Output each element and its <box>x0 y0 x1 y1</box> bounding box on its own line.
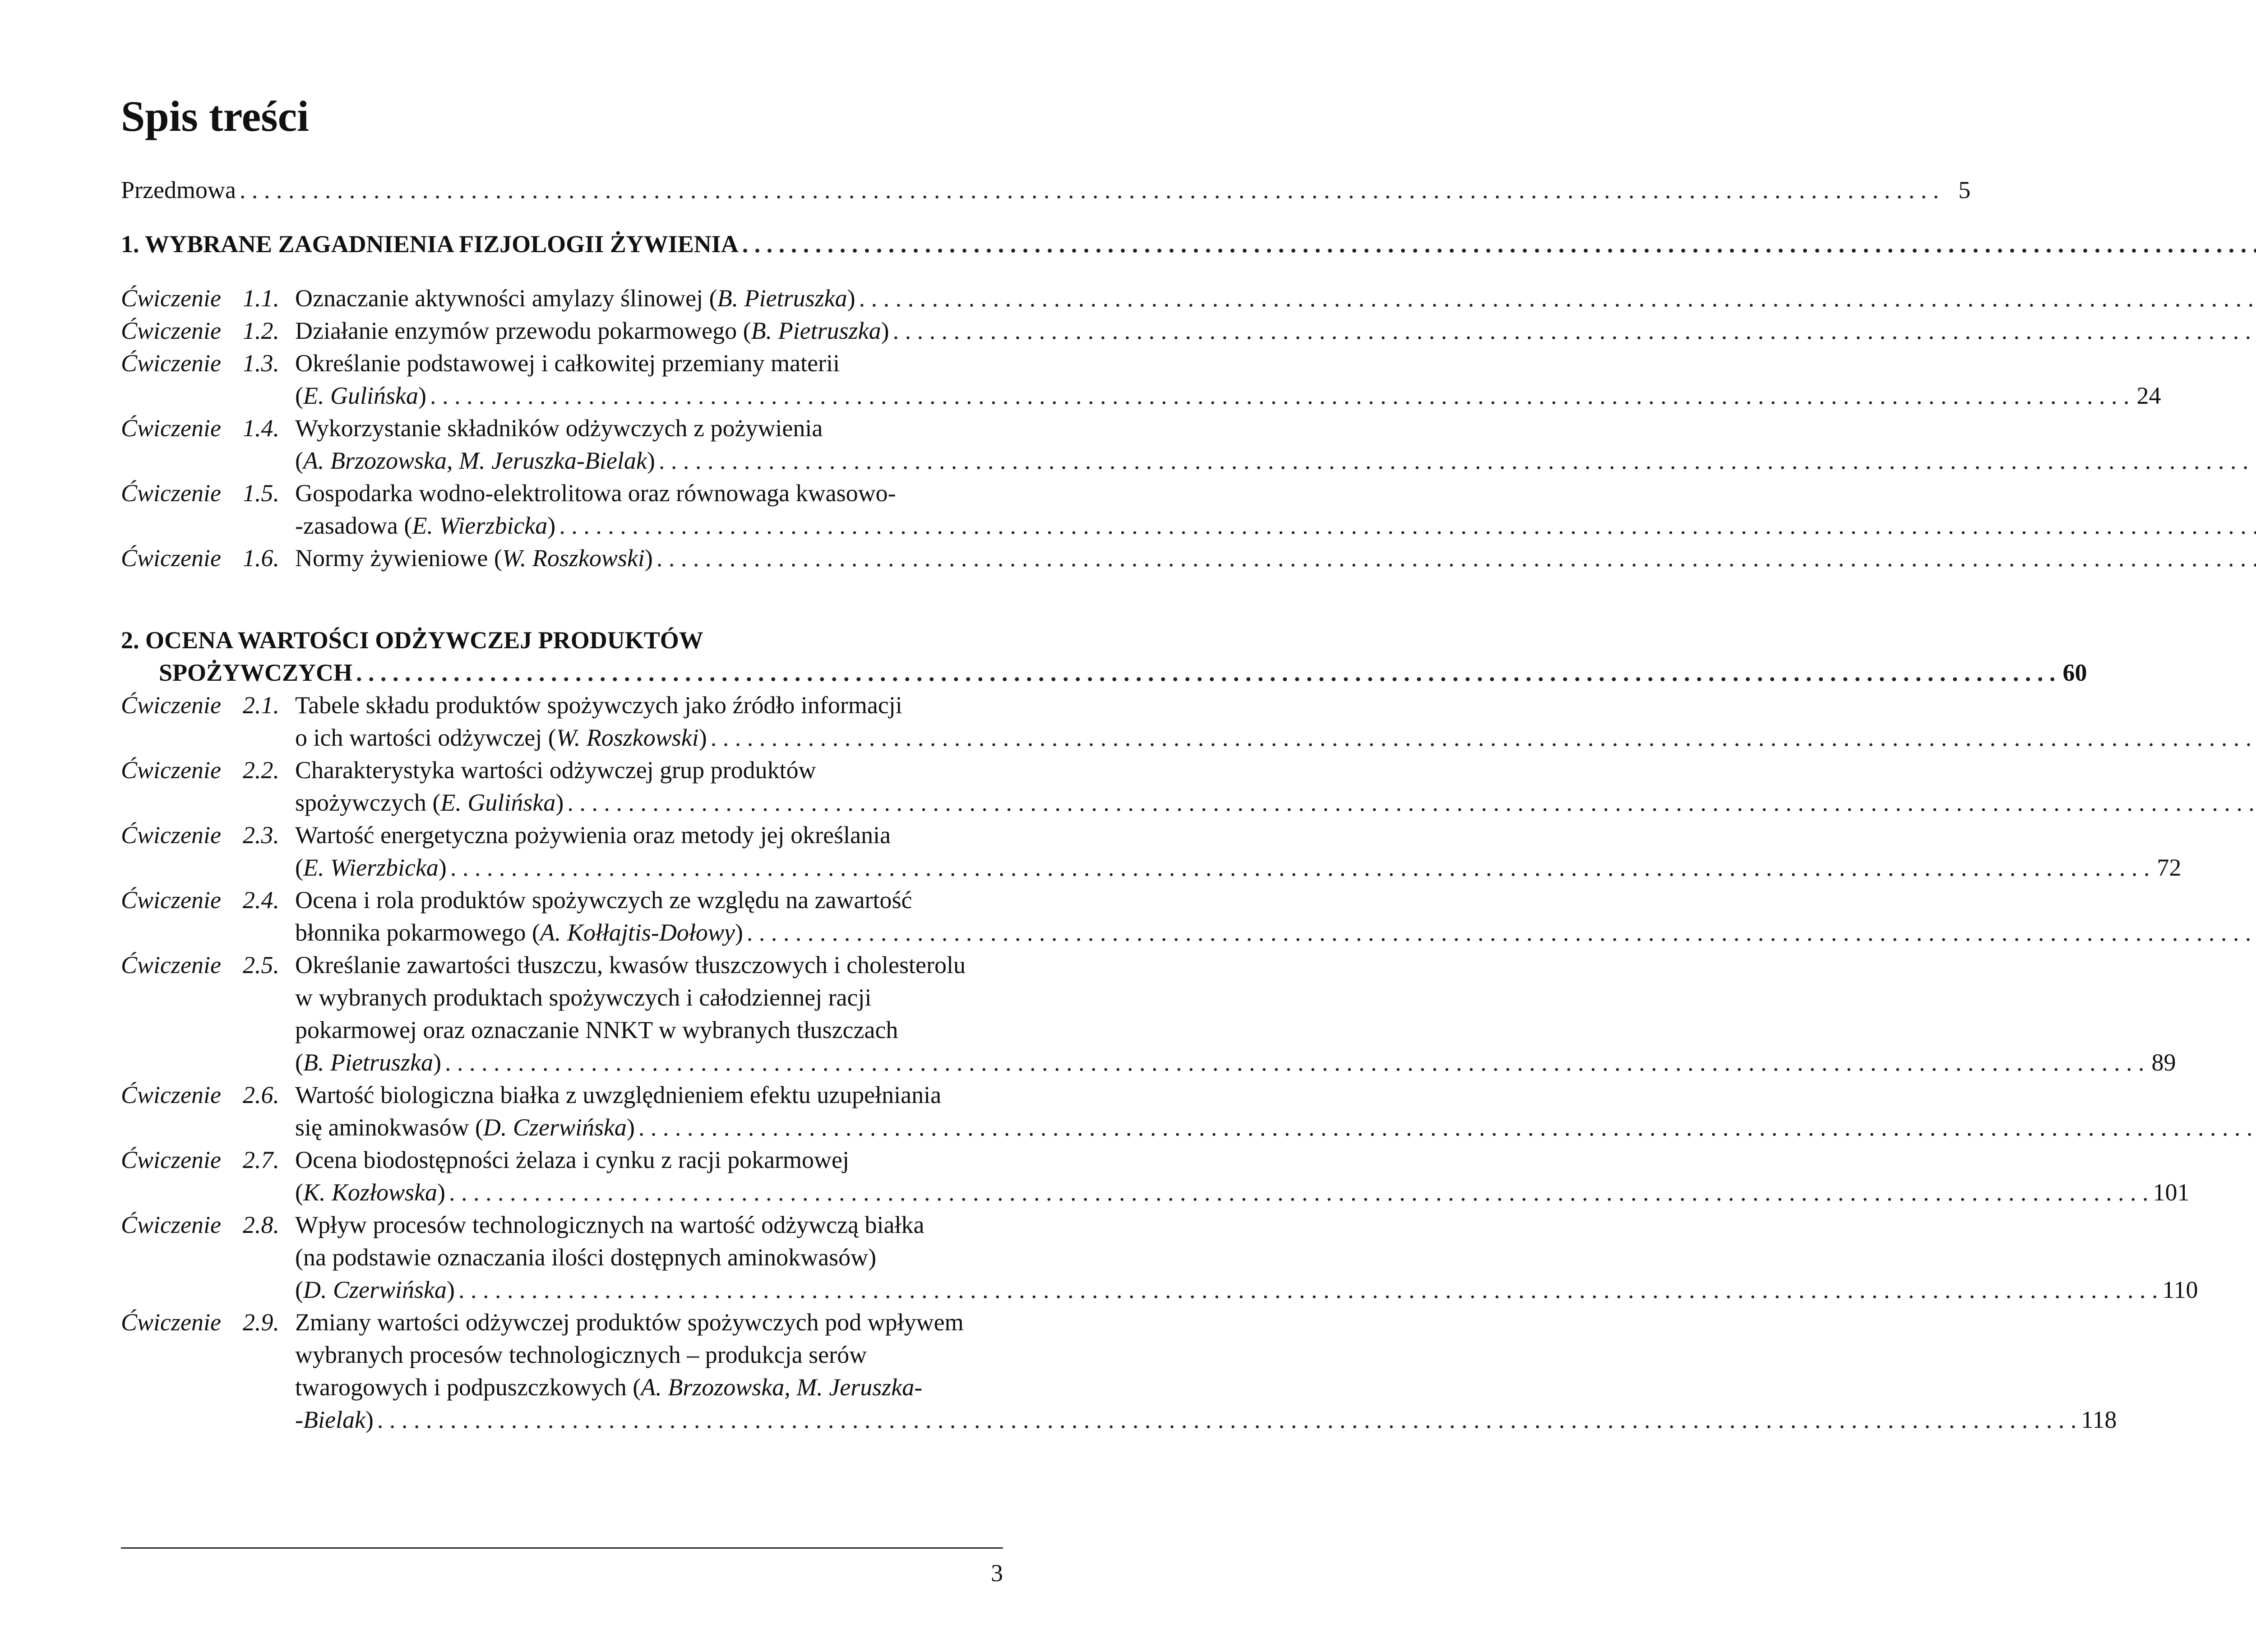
entry-text: twarogowych i podpuszczkowych ( <box>295 1374 641 1401</box>
exercise-label: Ćwiczenie <box>121 692 221 719</box>
page-ref: 72 <box>2157 854 2182 881</box>
entry-text: ) <box>555 789 564 816</box>
page-title: Spis treści <box>121 92 309 140</box>
chapter-2-entry-text <box>159 660 352 685</box>
dot-leader <box>739 232 2256 256</box>
exercise-entry <box>295 844 2182 881</box>
dot-leader <box>426 383 2134 408</box>
exercise-number: 2.7. <box>243 1146 279 1173</box>
footer-rule <box>121 1547 1003 1549</box>
preface-entry <box>121 167 1971 203</box>
exercise-title-line: Wykorzystanie składników odżywczych z pożywienia <box>295 415 823 442</box>
exercise-label: Ćwiczenie <box>121 1211 221 1238</box>
author-name: B. Pietruszka <box>303 1049 433 1076</box>
exercise-entry <box>295 308 1003 343</box>
entry-text: ) <box>437 1179 446 1206</box>
page-ref: 5 <box>1958 176 1971 203</box>
exercise-title-line: Ocena biodostępności żelaza i cynku z racji pokarmowej <box>295 1146 849 1173</box>
entry-text: ) <box>547 512 556 539</box>
author-name: K. Kozłowska <box>303 1179 438 1206</box>
exercise-title-line: Ocena i rola produktów spożywczych ze względu na zawartość <box>295 886 912 914</box>
exercise-entry-text <box>295 513 555 538</box>
entry-text: 1. WYBRANE ZAGADNIENIA FIZJOLOGII ŻYWIENIA <box>121 231 739 258</box>
author-name: D. Czerwińska <box>303 1276 447 1303</box>
entry-text: o ich wartości odżywczej ( <box>295 724 556 751</box>
exercise-entry <box>295 715 1003 750</box>
exercise-title-line: Tabele składu produktów spożywczych jako źródło informacji <box>295 692 902 719</box>
entry-text: Działanie enzymów przewodu pokarmowego ( <box>295 317 751 344</box>
exercise-title-line: Określanie zawartości tłuszczu, kwasów tłuszczowych i cholesterolu <box>295 951 966 978</box>
entry-text: ) <box>735 919 743 946</box>
entry-text: ) <box>644 545 653 572</box>
exercise-entry-text <box>295 1050 441 1075</box>
dot-leader <box>447 855 2154 880</box>
entry-text: ) <box>418 382 426 409</box>
entry-text: ) <box>698 724 707 751</box>
preface-entry-text <box>121 178 236 202</box>
exercise-number: 1.6. <box>243 545 279 572</box>
entry-text: Normy żywieniowe ( <box>295 545 502 572</box>
entry-text: ) <box>438 854 447 881</box>
exercise-number: 1.5. <box>243 480 279 507</box>
exercise-entry <box>295 535 1003 570</box>
exercise-entry <box>295 503 1003 538</box>
exercise-entry-text <box>295 1115 635 1140</box>
exercise-label: Ćwiczenie <box>121 285 221 312</box>
entry-text: ) <box>881 317 889 344</box>
chapter-2-title: 2. OCENA WARTOŚCI ODŻYWCZEJ PRODUKTÓW <box>121 627 703 654</box>
entry-text: spożywczych ( <box>295 789 441 816</box>
dot-leader <box>555 513 2256 538</box>
exercise-number: 2.9. <box>243 1309 279 1336</box>
dot-leader <box>855 286 2256 310</box>
page-ref: 60 <box>2062 659 2087 686</box>
author-name: B. Pietruszka <box>751 317 881 344</box>
exercise-entry-text <box>295 725 707 750</box>
author-name: E. Wierzbicka <box>412 512 548 539</box>
exercise-number: 2.1. <box>243 692 279 719</box>
exercise-entry-text <box>295 1180 445 1204</box>
author-name: A. Kołłajtis-Dołowy <box>540 919 735 946</box>
exercise-number: 1.3. <box>243 350 279 377</box>
exercise-label: Ćwiczenie <box>121 480 221 507</box>
exercise-label: Ćwiczenie <box>121 415 221 442</box>
exercise-entry-text <box>295 383 426 408</box>
author-name: W. Roszkowski <box>556 724 699 751</box>
exercise-label: Ćwiczenie <box>121 757 221 784</box>
entry-text: ) <box>365 1406 374 1433</box>
entry-text: Przedmowa <box>121 176 236 203</box>
exercise-title-line: (na podstawie oznaczania ilości dostępnych aminokwasów) <box>295 1244 877 1271</box>
entry-text: ( <box>295 1049 303 1076</box>
exercise-entry <box>295 909 1003 945</box>
author-name: A. Brzozowska, M. Jeruszka- <box>641 1374 923 1401</box>
dot-leader <box>655 448 2256 473</box>
page-number: 3 <box>991 1560 1003 1587</box>
dot-leader <box>564 790 2256 815</box>
entry-text: ( <box>295 447 303 474</box>
exercise-number: 2.4. <box>243 886 279 914</box>
exercise-entry <box>295 780 1003 815</box>
exercise-number: 2.2. <box>243 757 279 784</box>
dot-leader <box>889 318 2256 343</box>
entry-text: ( <box>295 1179 303 1206</box>
dot-leader <box>707 725 2256 750</box>
exercise-entry-text <box>295 1278 455 1302</box>
entry-text: ) <box>626 1114 635 1141</box>
exercise-title-line: w wybranych produktach spożywczych i całodziennej racji <box>295 984 872 1011</box>
page-ref: 118 <box>2081 1406 2117 1433</box>
exercise-label: Ćwiczenie <box>121 821 221 849</box>
exercise-entry-text <box>295 790 564 815</box>
chapter-1-entry-text <box>121 232 739 256</box>
exercise-entry-text <box>295 448 655 473</box>
exercise-label: Ćwiczenie <box>121 317 221 344</box>
exercise-entry <box>295 1397 2117 1433</box>
exercise-label: Ćwiczenie <box>121 886 221 914</box>
entry-text: ) <box>433 1049 441 1076</box>
chapter-1-entry <box>121 221 1003 256</box>
exercise-title-line: Określanie podstawowej i całkowitej przemiany materii <box>295 350 840 377</box>
dot-leader <box>236 178 1944 202</box>
exercise-entry-text <box>295 318 889 343</box>
exercise-number: 2.8. <box>243 1211 279 1238</box>
exercise-label: Ćwiczenie <box>121 1081 221 1108</box>
exercise-entry-text <box>295 546 653 570</box>
author-name: E. Gulińska <box>440 789 556 816</box>
exercise-title-line: Gospodarka wodno-elektrolitowa oraz równowaga kwasowo- <box>295 480 896 507</box>
exercise-entry-text <box>295 1407 374 1432</box>
entry-text: ( <box>295 1276 303 1303</box>
exercise-title-line: Charakterystyka wartości odżywczej grup produktów <box>295 757 816 784</box>
dot-leader <box>441 1050 2149 1075</box>
dot-leader <box>374 1407 2081 1432</box>
dot-leader <box>653 546 2256 570</box>
exercise-title-line: Zmiany wartości odżywczej produktów spożywczych pod wpływem <box>295 1309 964 1336</box>
entry-text: -zasadowa ( <box>295 512 412 539</box>
exercise-entry-text <box>295 286 855 310</box>
dot-leader <box>445 1180 2153 1204</box>
exercise-title-line: Wpływ procesów technologicznych na wartość odżywczą białka <box>295 1211 925 1238</box>
chapter-2-entry <box>159 650 2087 686</box>
exercise-number: 2.3. <box>243 821 279 849</box>
exercise-entry <box>295 438 1003 473</box>
exercise-label: Ćwiczenie <box>121 350 221 377</box>
exercise-number: 2.5. <box>243 951 279 978</box>
author-name: W. Roszkowski <box>502 545 645 572</box>
entry-text: błonnika pokarmowego ( <box>295 919 540 946</box>
dot-leader <box>635 1115 2256 1140</box>
author-name: B. Pietruszka <box>717 285 847 312</box>
exercise-number: 1.4. <box>243 415 279 442</box>
entry-text: ) <box>447 1276 455 1303</box>
exercise-number: 1.1. <box>243 285 279 312</box>
author-name: A. Brzozowska, M. Jeruszka-Bielak <box>303 447 647 474</box>
exercise-number: 1.2. <box>243 317 279 344</box>
dot-leader <box>743 920 2256 945</box>
exercise-title-line: Wartość energetyczna pożywienia oraz metody jej określania <box>295 821 891 849</box>
exercise-title-line <box>295 1375 922 1399</box>
entry-text: Oznaczanie aktywności amylazy ślinowej ( <box>295 285 717 312</box>
exercise-label: Ćwiczenie <box>121 1146 221 1173</box>
entry-text: się aminokwasów ( <box>295 1114 483 1141</box>
entry-text: ) <box>647 447 655 474</box>
exercise-title-line: wybranych procesów technologicznych – produkcja serów <box>295 1341 867 1368</box>
exercise-entry <box>295 1169 2190 1206</box>
dot-leader <box>352 660 2060 685</box>
entry-text: SPOŻYWCZYCH <box>159 659 353 686</box>
exercise-label: Ćwiczenie <box>121 545 221 572</box>
entry-text: ) <box>847 285 855 312</box>
exercise-label: Ćwiczenie <box>121 1309 221 1336</box>
dot-leader <box>455 1278 2163 1302</box>
page-ref: 24 <box>2136 382 2161 409</box>
exercise-entry <box>295 1039 2176 1076</box>
author-name: E. Gulińska <box>303 382 418 409</box>
page-ref: 110 <box>2162 1276 2198 1303</box>
page-ref: 101 <box>2153 1179 2190 1206</box>
author-name: E. Wierzbicka <box>303 854 439 881</box>
exercise-entry <box>295 373 2161 409</box>
exercise-entry <box>295 275 1003 310</box>
exercise-entry <box>295 1267 2198 1303</box>
exercise-entry-text <box>295 920 743 945</box>
exercise-title-line: Wartość biologiczna białka z uwzględnieniem efektu uzupełniania <box>295 1081 942 1108</box>
exercise-title-line: pokarmowej oraz oznaczanie NNKT w wybranych tłuszczach <box>295 1016 898 1043</box>
author-name: -Bielak <box>295 1406 365 1433</box>
exercise-number: 2.6. <box>243 1081 279 1108</box>
exercise-label: Ćwiczenie <box>121 951 221 978</box>
author-name: D. Czerwińska <box>483 1114 627 1141</box>
entry-text: ( <box>295 382 303 409</box>
exercise-entry-text <box>295 855 447 880</box>
page-ref: 89 <box>2151 1049 2176 1076</box>
exercise-entry <box>295 1104 1003 1140</box>
entry-text: ( <box>295 854 303 881</box>
